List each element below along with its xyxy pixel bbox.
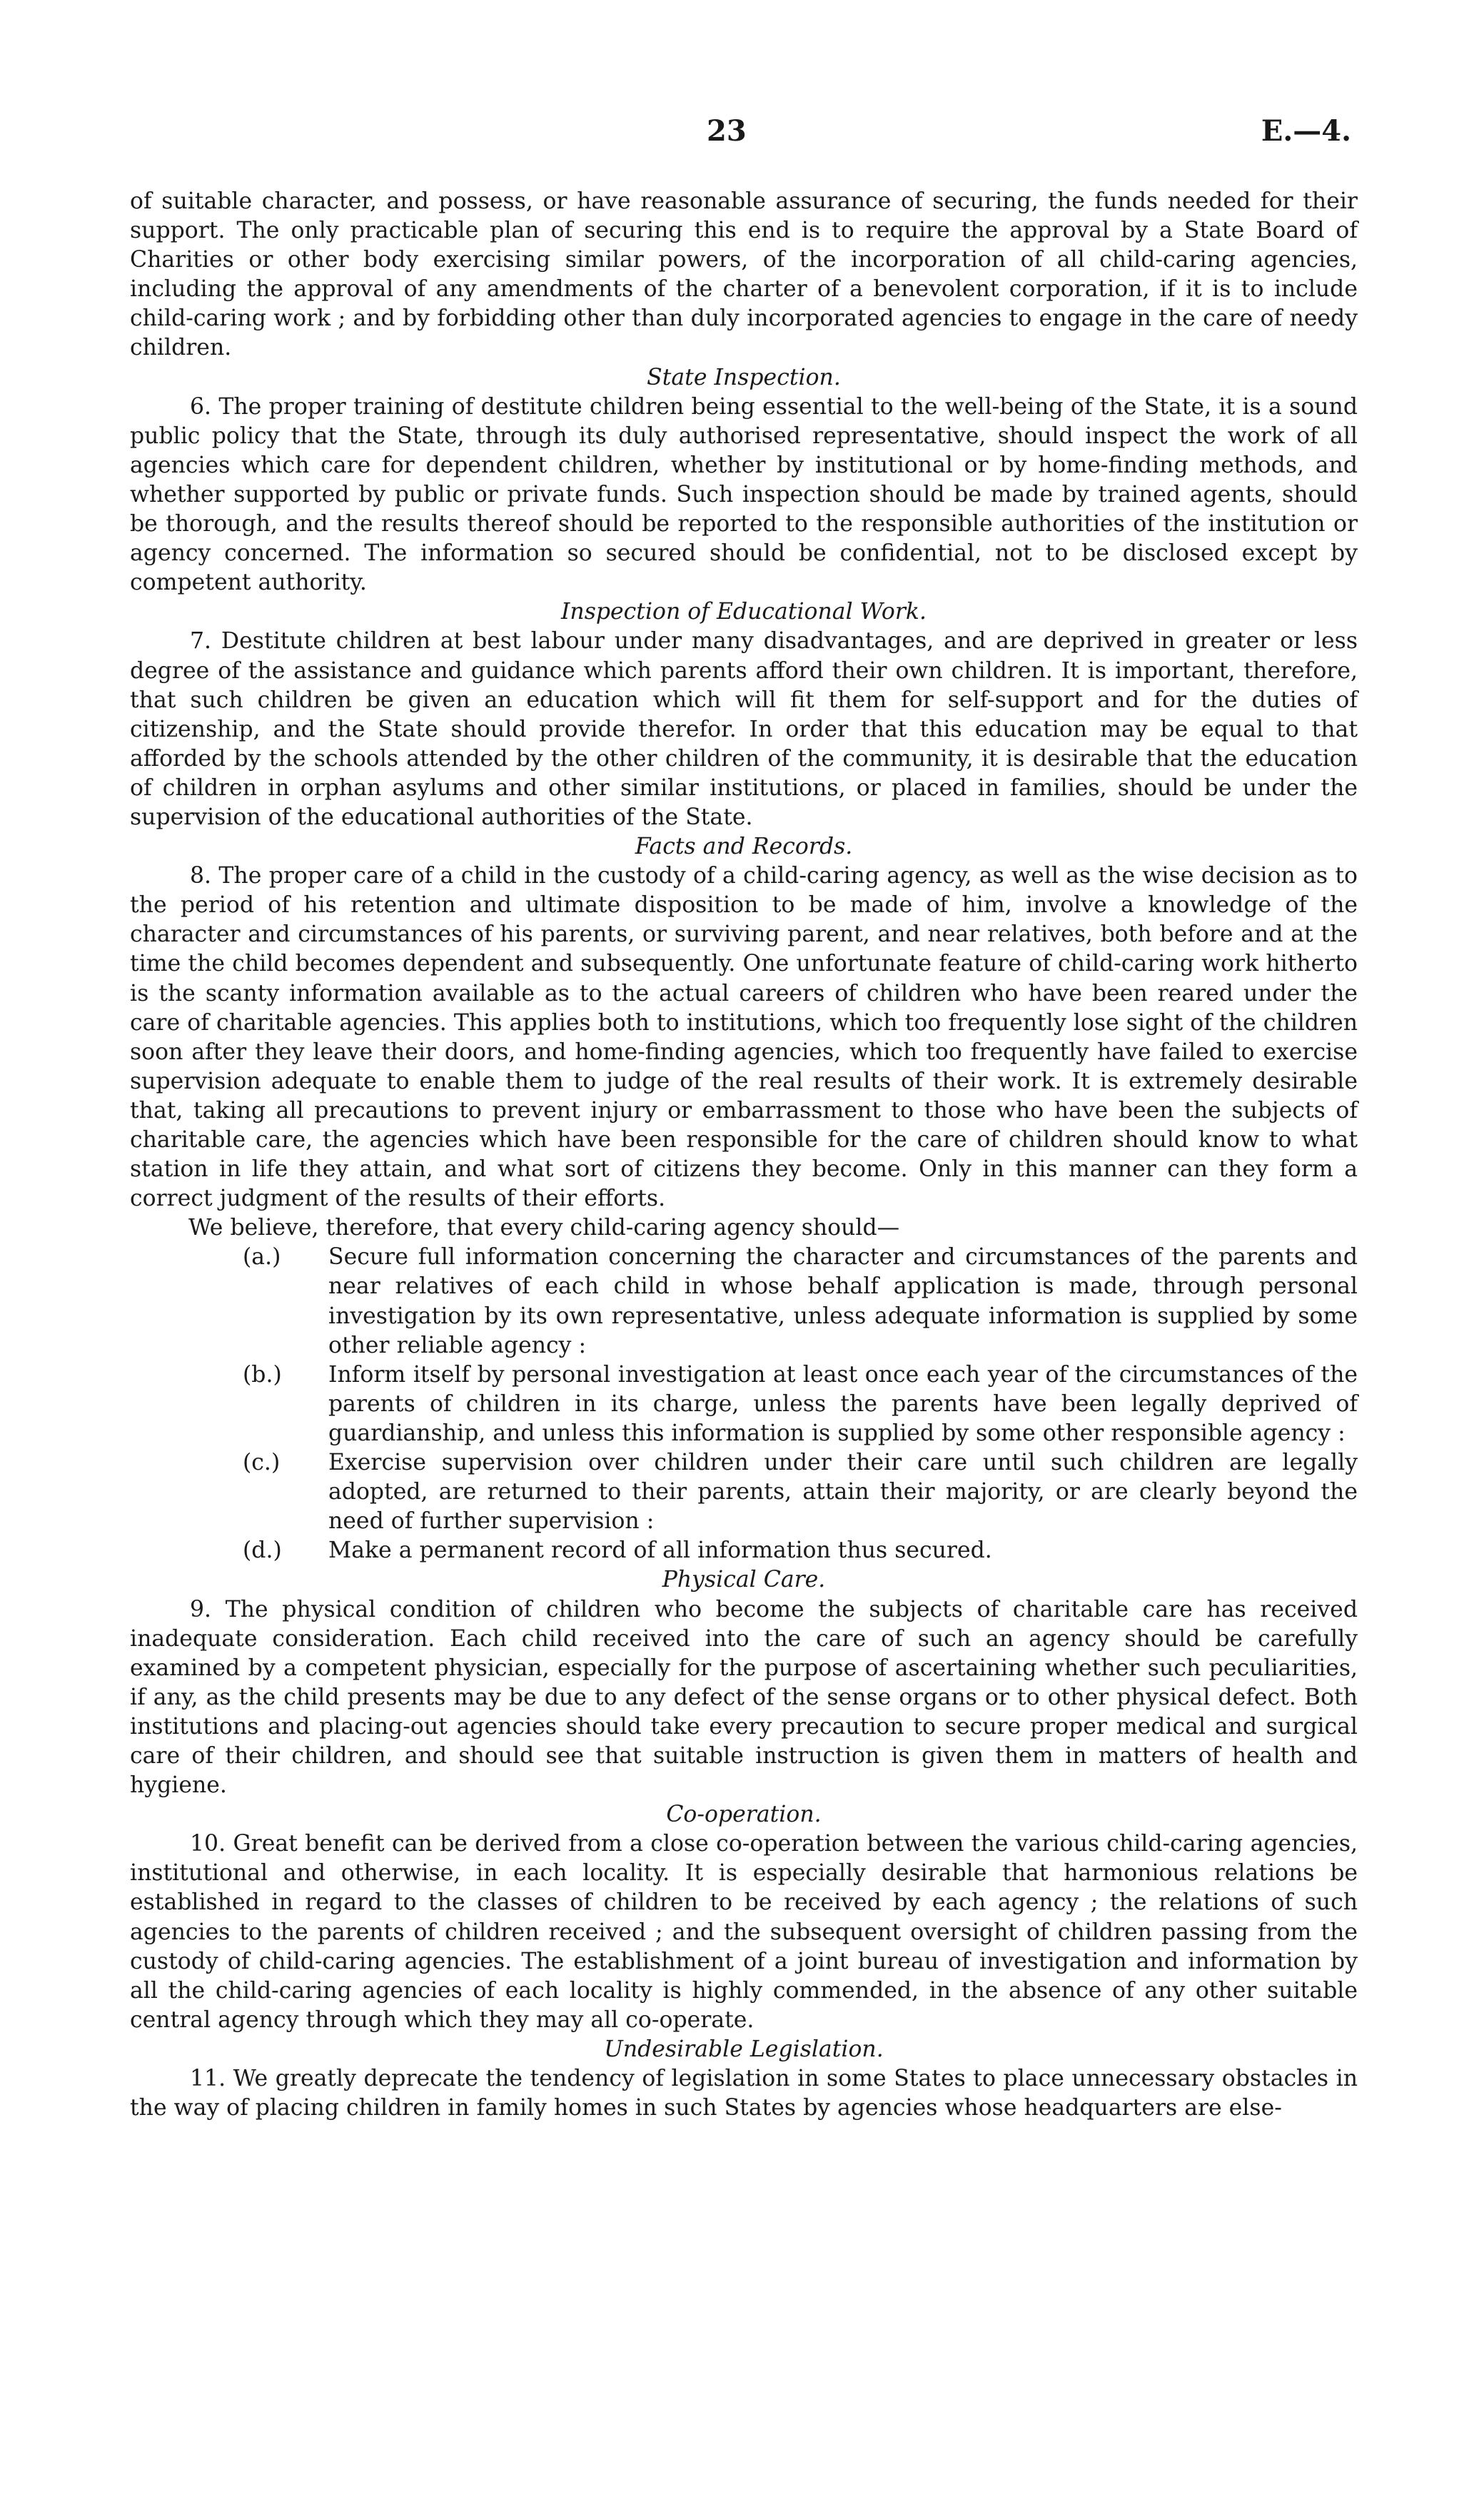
paragraph-11: 11. We greatly deprecate the tendency of legislation in some States to place unnecessary obstacles in the way of placing children in family homes in such States by agencies whose headquarters are else- (130, 2066, 1358, 2121)
requirements-list (130, 1243, 1358, 1565)
paragraph-10: 10. Great benefit can be derived from a close co-operation between the various child-caring agencies, institutional and otherwise, in each locality. It is especially desirable that harmonious relations be established in regard to the classes of children to be received by each agency ; the relations of such agencies to the parents of children received ; and the subsequent oversight of children passing from the custody of child-caring agencies. The establishment of a joint bureau of investigation and information by all the child-caring agencies of each locality is highly commended, in the absence of any other suitable central agency through which they may all co-operate. (130, 1831, 1358, 2033)
list-item-text: Make a permanent record of all information thus secured. (328, 1538, 992, 1564)
list-item (130, 1448, 1358, 1536)
list-item-text: Secure full information concerning the character and circumstances of the parents and near relatives of each child in whose behalf application is made, through personal investigation by its own representative, unless adequate information is supplied by some other reliable agency : (328, 1244, 1358, 1358)
list-item-label: (a.) (243, 1244, 281, 1271)
list-item (130, 1360, 1358, 1448)
list-item-text: Exercise supervision over children under their care until such children are legally adopted, are returned to their parents, attain their majority, or are clearly beyond the need of further supervision : (328, 1450, 1358, 1535)
heading-educational-inspection: Inspection of Educational Work. (560, 599, 927, 625)
heading-undesirable-legislation: Undesirable Legislation. (604, 2036, 884, 2062)
heading-physical-care: Physical Care. (662, 1567, 826, 1593)
paragraph-8-lead: We believe, therefore, that every child-caring agency should— (188, 1215, 900, 1241)
list-item (130, 1243, 1358, 1360)
heading-facts-records: Facts and Records. (635, 834, 853, 860)
page-number: 23 (707, 114, 747, 148)
paragraph-6: 6. The proper training of destitute children being essential to the well-being of the State, it is a sound public policy that the State, through its duly authorised representative, should inspect the work of all agencies which care for dependent children, whether by institutional or by home-finding methods, and whether supported by public or private funds. Such inspection should be made by trained agents, should be thorough, and the results thereof should be reported to the responsible authorities of the institution or agency concerned. The information so secured should be confidential, not to be disclosed except by competent authority. (130, 393, 1358, 596)
document-reference: E.—4. (1261, 114, 1351, 148)
list-item-label: (b.) (243, 1361, 282, 1388)
paragraph-continued: of suitable character, and possess, or have reasonable assurance of securing, the funds needed for their support. The only practicable plan of securing this end is to require the approval by a State Board of Charities or other body exercising similar powers, of the incorporation of all child-caring agencies, including the approval of any amendments of the charter of a benevolent corporation, if it is to include child-caring work ; and by forbidding other than duly incorporated agencies to engage in the care of needy children. (130, 188, 1358, 361)
paragraph-8: 8. The proper care of a child in the custody of a child-caring agency, as well as the wise decision as to the period of his retention and ultimate disposition to be made of him, involve a knowledge of the character and circumstances of his parents, or surviving parent, and near relatives, both before and at the time the child becomes dependent and subsequently. One unfortunate feature of child-caring work hitherto is the scanty information available as to the actual careers of children who have been reared under the care of charitable agencies. This applies both to institutions, which too frequently lose sight of the children soon after they leave their doors, and home-finding agencies, which too frequently have failed to exercise supervision adequate to enable them to judge of the real results of their work. It is extremely desirable that, taking all precautions to prevent injury or embarrassment to those who have been the subjects of charitable care, the agencies which have been responsible for the care of children should know to what station in life they attain, and what sort of citizens they become. Only in this manner can they form a correct judgment of the results of their efforts. (130, 863, 1358, 1212)
list-item-text: Inform itself by personal investigation at least once each year of the circumstances of the parents of children in its charge, unless the parents have been legally deprived of guardianship, and unless this information is supplied by some other responsible agency : (328, 1361, 1358, 1446)
heading-co-operation: Co-operation. (666, 1802, 822, 1828)
list-item (130, 1536, 1358, 1565)
list-item-label: (d.) (243, 1538, 282, 1564)
list-item-label: (c.) (243, 1450, 281, 1476)
heading-state-inspection: State Inspection. (647, 364, 841, 390)
body-text (130, 187, 1358, 2123)
paragraph-9: 9. The physical condition of children who become the subjects of charitable care has received inadequate consideration. Each child received into the care of such an agency should be carefully examined by a competent physician, especially for the purpose of ascertaining whether such peculiarities, if any, as the child presents may be due to any defect of the sense organs or to other physical defect. Both institutions and placing-out agencies should take every precaution to secure proper medical and surgical care of their children, and should see that suitable instruction is given them in matters of health and hygiene. (130, 1596, 1358, 1799)
paragraph-7: 7. Destitute children at best labour under many disadvantages, and are deprived in greater or less degree of the assistance and guidance which parents afford their own children. It is important, therefore, that such children be given an education which will fit them for self-support and for the duties of citizenship, and the State should provide therefor. In order that this education may be equal to that afforded by the schools attended by the other children of the community, it is desirable that the education of children in orphan asylums and other similar institutions, or placed in families, should be under the supervision of the educational authorities of the State. (130, 628, 1358, 830)
